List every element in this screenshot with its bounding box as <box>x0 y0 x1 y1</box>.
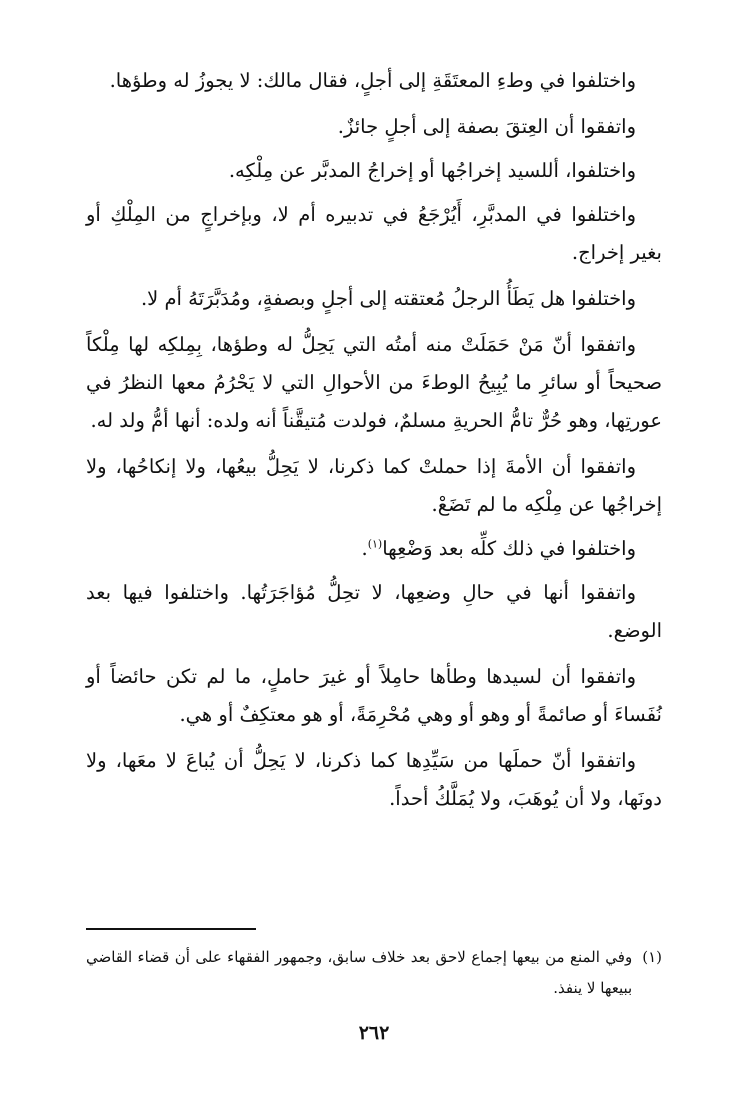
paragraph-11: واتفقوا أنّ حملَها من سَيِّدِها كما ذكرنا، لا يَحِلُّ أن يُباعَ لا معَها، ولا دونَها، ولا أن يُوهَبَ، ولا يُمَلَّكُ أحداً. <box>86 749 662 810</box>
paragraph-9: واتفقوا أنها في حالِ وضعِها، لا تحِلُّ مُؤاجَرَتُها. واختلفوا فيها بعد الوضع. <box>86 581 662 642</box>
paragraph-4: واختلفوا في المدبَّرِ، أَيُرْجَعُ في تدبيره أم لا، وبإخراجٍ من المِلْكِ أو بغير إخراج. <box>86 203 662 264</box>
footnote-text: وفي المنع من بيعها إجماع لاحق بعد خلاف سابق، وجمهور الفقهاء على أن قضاء القاضي ببيعها لا ينفذ. <box>86 948 633 997</box>
paragraph-2: واتفقوا أن العِتقَ بصفة إلى أجلٍ جائزٌ. <box>337 115 636 138</box>
main-text <box>86 62 662 818</box>
paragraph-7: واتفقوا أن الأمةَ إذا حملتْ كما ذكرنا، لا يَحِلُّ بيعُها، ولا إنكاحُها، ولا إخراجُها عن مِلْكِه ما لم تَضَعْ. <box>86 455 662 516</box>
footnote-marker: (١) <box>642 948 662 966</box>
paragraph-10: واتفقوا أن لسيدها وطأها حامِلاً أو غيرَ حاملٍ، ما لم تكن حائضاً أو نُفَساءَ أو صائمةً أو وهو أو وهي مُحْرِمَةً، أو هو معتكِفٌ أو هي. <box>86 665 662 726</box>
book-page <box>86 62 662 1092</box>
paragraph-8 <box>86 530 662 568</box>
paragraph-5: واختلفوا هل يَطَأُ الرجلُ مُعتقته إلى أجلٍ وبصفةٍ، ومُدَبَّرَتَهُ أم لا. <box>140 287 636 310</box>
paragraph-6: واتفقوا أنّ مَنْ حَمَلَتْ منه أمتُه التي يَحِلُّ له وطؤها، بِمِلكِه لها مِلْكاً صحيحاً أو سائرِ ما يُبِيحُ الوطءَ من الأحوالِ التي لا يَحْرُمُ معها النظرُ في عورتِها، وهو حُرٌّ تامُّ الحريةِ مسلمٌ، فولدت مُتيقَّناً أنه ولده: أنها أمُّ ولد له. <box>86 333 662 432</box>
paragraph-3: واختلفوا، أللسيد إخراجُها أو إخراجُ المدبَّر عن مِلْكِه. <box>228 159 636 182</box>
paragraph-8-text: واختلفوا في ذلك كلِّه بعد وَضْعِها <box>382 537 636 560</box>
paragraph-8-period: . <box>361 537 368 560</box>
footnote-divider <box>86 928 256 930</box>
page-number: ٢٦٢ <box>358 1022 390 1044</box>
footnotes <box>86 942 662 1004</box>
footnote-reference[interactable]: (١) <box>367 537 383 551</box>
footnote-1 <box>86 942 662 1004</box>
paragraph-1: واختلفوا في وطءِ المعتَقَةِ إلى أجلٍ، فقال مالك: لا يجوزُ له وطؤها. <box>109 69 636 92</box>
